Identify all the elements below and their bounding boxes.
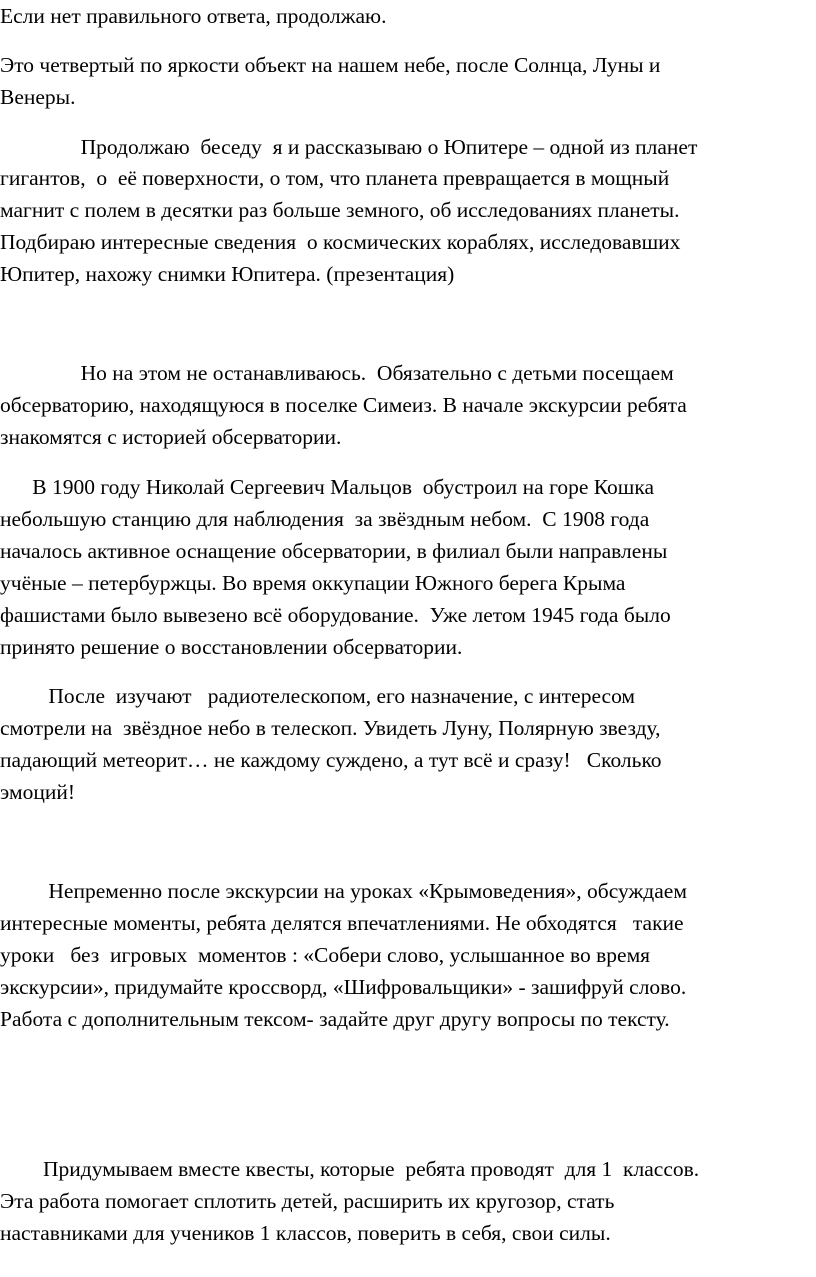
text-line: Венеры. [0,85,76,109]
text-line: Придумываем вместе квесты, которые ребята проводят для 1 классов. [0,1157,700,1181]
text-line: Работа с дополнительным тексом- задайте друг другу вопросы по тексту. [0,1007,670,1031]
text-line: знакомятся с историей обсерватории. [0,425,342,449]
text-line: После изучают радиотелескопом, его назначение, с интересом [0,684,636,708]
text-line: уроки без игровых моментов : «Собери слово, услышанное во время [0,943,651,967]
text-line: принято решение о восстановлении обсерватории. [0,635,463,659]
text-line: учёные – петербуржцы. Во время оккупации Южного берега Крыма [0,571,626,595]
text-line: гигантов, о её поверхности, о том, что планета превращается в мощный [0,166,670,190]
text-line: эмоций! [0,780,76,804]
text-line: началось активное оснащение обсерватории, в филиал были направлены [0,539,668,563]
text-line: наставниками для учеников 1 классов, поверить в себя, свои силы. [0,1221,611,1245]
text-line: падающий метеорит… не каждому суждено, а тут всё и сразу! Сколько [0,748,662,772]
text-line: Если нет правильного ответа, продолжаю. [0,4,387,28]
text-line: Подбираю интересные сведения о космических кораблях, исследовавших [0,230,681,254]
text-line: обсерваторию, находящуюся в поселке Симеиз. В начале экскурсии ребята [0,393,687,417]
text-line: В 1900 году Николай Сергеевич Мальцов обустроил на горе Кошка [0,475,655,499]
text-line: Продолжаю беседу я и рассказываю о Юпитере – одной из планет [0,135,698,159]
text-line: Это четвертый по яркости объект на нашем небе, после Солнца, Луны и [0,53,661,77]
text-line: фашистами было вывезено всё оборудование. Уже летом 1945 года было [0,603,671,627]
text-line: небольшую станцию для наблюдения за звёздным небом. С 1908 года [0,507,650,531]
text-line: Юпитер, нахожу снимки Юпитера. (презентация) [0,262,455,286]
text-line: интересные моменты, ребята делятся впечатлениями. Не обходятся такие [0,911,684,935]
text-line: Эта работа помогает сплотить детей, расширить их кругозор, стать [0,1189,615,1213]
text-line: экскурсии», придумайте кроссворд, «Шифровальщики» - зашифруй слово. [0,975,687,999]
text-line: Но на этом не останавливаюсь. Обязательно с детьми посещаем [0,361,674,385]
text-line: магнит с полем в десятки раз больше земного, об исследованиях планеты. [0,198,680,222]
text-line: Непременно после экскурсии на уроках «Крымоведения», обсуждаем [0,879,687,903]
text-line: смотрели на звёздное небо в телескоп. Увидеть Луну, Полярную звезду, [0,716,661,740]
